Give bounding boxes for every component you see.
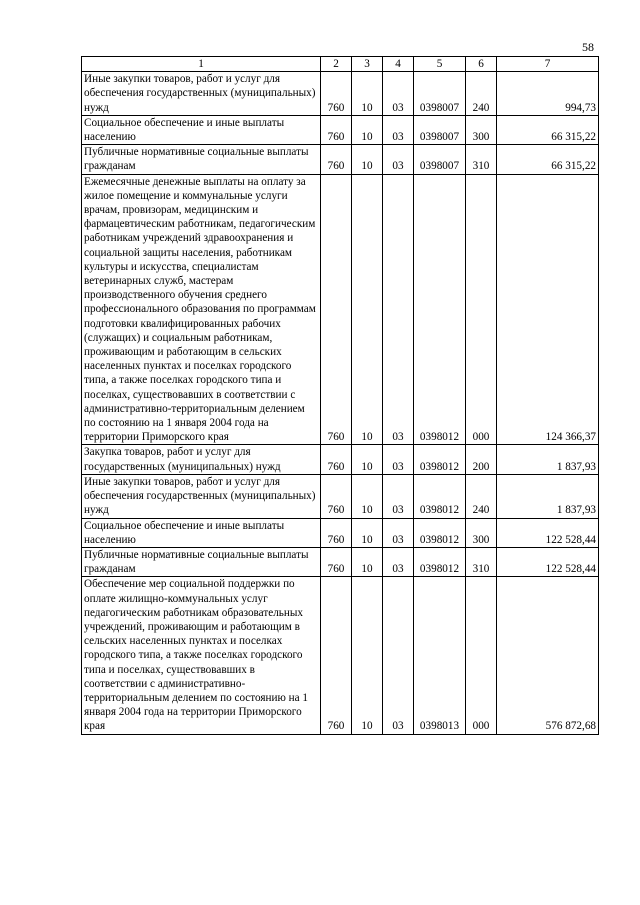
table-row bbox=[82, 474, 599, 518]
table-row bbox=[82, 518, 599, 547]
table-row bbox=[82, 445, 599, 474]
column-header-5: 5 bbox=[414, 57, 466, 72]
row-expense-type: 240 bbox=[466, 72, 497, 116]
row-description: Обеспечение мер социальной поддержки по оплате жилищно-коммунальных услуг педагогическим работникам образовательных учреждений, проживающим и работающим в сельских населенных пунктах и поселках городского типа, а также поселках городского типа и поселках, существовавших в соответствии с административно-территориальным делением по состоянию на 1 января 2004 года на территории Приморского края bbox=[82, 577, 321, 734]
row-ministry-code: 760 bbox=[321, 145, 352, 174]
row-expense-type: 310 bbox=[466, 145, 497, 174]
row-section-code: 10 bbox=[352, 445, 383, 474]
row-description: Социальное обеспечение и иные выплаты населению bbox=[82, 518, 321, 547]
row-amount: 994,73 bbox=[497, 72, 599, 116]
table-row bbox=[82, 115, 599, 144]
row-amount: 122 528,44 bbox=[497, 547, 599, 576]
row-section-code: 10 bbox=[352, 115, 383, 144]
row-target-code: 0398012 bbox=[414, 547, 466, 576]
budget-table bbox=[81, 56, 599, 735]
row-section-code: 10 bbox=[352, 577, 383, 734]
row-target-code: 0398012 bbox=[414, 445, 466, 474]
row-section-code: 10 bbox=[352, 474, 383, 518]
row-expense-type: 240 bbox=[466, 474, 497, 518]
row-amount: 66 315,22 bbox=[497, 115, 599, 144]
table-row bbox=[82, 72, 599, 116]
row-section-code: 10 bbox=[352, 547, 383, 576]
column-header-7: 7 bbox=[497, 57, 599, 72]
row-description: Публичные нормативные социальные выплаты гражданам bbox=[82, 547, 321, 576]
column-header-4: 4 bbox=[383, 57, 414, 72]
row-amount: 1 837,93 bbox=[497, 474, 599, 518]
column-header-3: 3 bbox=[352, 57, 383, 72]
row-ministry-code: 760 bbox=[321, 174, 352, 445]
row-description: Иные закупки товаров, работ и услуг для обеспечения государственных (муниципальных) нужд bbox=[82, 72, 321, 116]
row-ministry-code: 760 bbox=[321, 547, 352, 576]
row-ministry-code: 760 bbox=[321, 518, 352, 547]
row-subsection-code: 03 bbox=[383, 577, 414, 734]
row-target-code: 0398007 bbox=[414, 115, 466, 144]
row-target-code: 0398007 bbox=[414, 145, 466, 174]
column-header-2: 2 bbox=[321, 57, 352, 72]
row-section-code: 10 bbox=[352, 518, 383, 547]
header-row bbox=[82, 57, 599, 72]
row-subsection-code: 03 bbox=[383, 474, 414, 518]
row-section-code: 10 bbox=[352, 72, 383, 116]
row-section-code: 10 bbox=[352, 174, 383, 445]
row-amount: 122 528,44 bbox=[497, 518, 599, 547]
row-target-code: 0398007 bbox=[414, 72, 466, 116]
row-target-code: 0398013 bbox=[414, 577, 466, 734]
row-ministry-code: 760 bbox=[321, 445, 352, 474]
row-amount: 66 315,22 bbox=[497, 145, 599, 174]
row-expense-type: 300 bbox=[466, 115, 497, 144]
row-target-code: 0398012 bbox=[414, 174, 466, 445]
row-subsection-code: 03 bbox=[383, 174, 414, 445]
table-row bbox=[82, 547, 599, 576]
page-number: 58 bbox=[582, 40, 594, 54]
column-header-1: 1 bbox=[82, 57, 321, 72]
row-amount: 576 872,68 bbox=[497, 577, 599, 734]
row-subsection-code: 03 bbox=[383, 72, 414, 116]
row-description: Закупка товаров, работ и услуг для государственных (муниципальных) нужд bbox=[82, 445, 321, 474]
row-expense-type: 000 bbox=[466, 577, 497, 734]
table-row bbox=[82, 174, 599, 445]
row-expense-type: 300 bbox=[466, 518, 497, 547]
row-expense-type: 310 bbox=[466, 547, 497, 576]
row-expense-type: 200 bbox=[466, 445, 497, 474]
row-target-code: 0398012 bbox=[414, 474, 466, 518]
table-row bbox=[82, 145, 599, 174]
row-subsection-code: 03 bbox=[383, 518, 414, 547]
row-description: Социальное обеспечение и иные выплаты населению bbox=[82, 115, 321, 144]
row-amount: 1 837,93 bbox=[497, 445, 599, 474]
table-row bbox=[82, 577, 599, 734]
row-description: Иные закупки товаров, работ и услуг для обеспечения государственных (муниципальных) нужд bbox=[82, 474, 321, 518]
row-expense-type: 000 bbox=[466, 174, 497, 445]
row-section-code: 10 bbox=[352, 145, 383, 174]
row-subsection-code: 03 bbox=[383, 547, 414, 576]
row-subsection-code: 03 bbox=[383, 145, 414, 174]
row-target-code: 0398012 bbox=[414, 518, 466, 547]
row-ministry-code: 760 bbox=[321, 577, 352, 734]
row-ministry-code: 760 bbox=[321, 72, 352, 116]
row-ministry-code: 760 bbox=[321, 474, 352, 518]
row-ministry-code: 760 bbox=[321, 115, 352, 144]
row-description: Ежемесячные денежные выплаты на оплату за жилое помещение и коммунальные услуги врачам, провизорам, медицинским и фармацевтическим работникам, педагогическим работникам учреждений здравоохранения и социальной защиты населения, работникам культуры и искусства, специалистам ветеринарных служб, мастерам производственного обучения среднего профессионального образования по программам подготовки квалифицированных рабочих (служащих) и социальным работникам, проживающим и работающим в сельских населенных пунктах и поселках городского типа, а также поселках городского типа и поселках, существовавших в соответствии с административно-территориальным делением по состоянию на 1 января 2004 года на территории Приморского края bbox=[82, 174, 321, 445]
row-subsection-code: 03 bbox=[383, 115, 414, 144]
row-amount: 124 366,37 bbox=[497, 174, 599, 445]
row-subsection-code: 03 bbox=[383, 445, 414, 474]
column-header-6: 6 bbox=[466, 57, 497, 72]
row-description: Публичные нормативные социальные выплаты гражданам bbox=[82, 145, 321, 174]
